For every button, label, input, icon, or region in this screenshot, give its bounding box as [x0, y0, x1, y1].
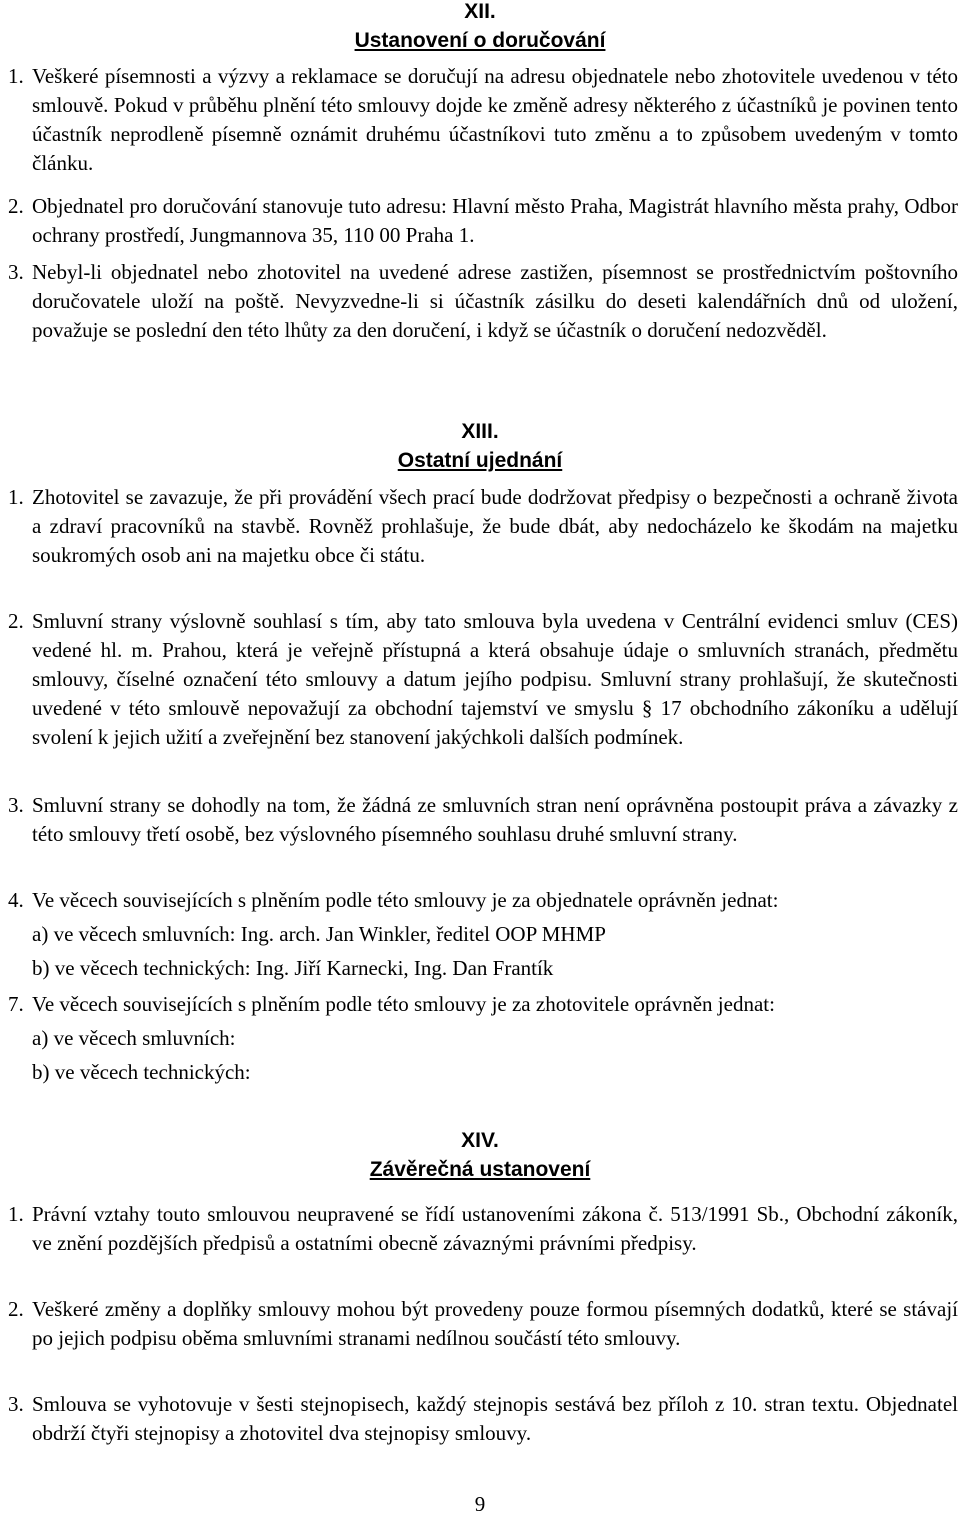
objednatel-technical-contact: b) ve věcech technických: Ing. Jiří Karnecki, Ing. Dan Frantík	[32, 956, 554, 980]
item-text: Smluvní strany se dohodly na tom, že žádná ze smluvních stran není oprávněna postoupit práva a závazky z této smlouvy třetí osobě, bez výslovného písemného souhlasu druhé smluvní strany.	[32, 793, 958, 846]
item-text: Nebyl-li objednatel nebo zhotovitel na uvedené adrese zastižen, písemnost se prostřednictvím poštovního doručovatele uloží na poště. Nevyzvedne-li si účastník zásilku do deseti kalendářních dnů od uložení, považuje se poslední den této lhůty za den doručení, i když se účastník o doručení nedozvěděl.	[32, 260, 958, 342]
item-label: 1.	[8, 1202, 24, 1226]
section-13-heading	[0, 417, 960, 475]
section-14-item-1	[8, 1200, 958, 1258]
section-14-title: Závěrečná ustanovení	[369, 1158, 591, 1181]
objednatel-contract-contact: a) ve věcech smluvních: Ing. arch. Jan Winkler, ředitel OOP MHMP	[32, 922, 606, 946]
item-text: Ve věcech souvisejících s plněním podle této smlouvy je za objednatele oprávněn jednat:	[32, 888, 779, 912]
section-12-item-2	[8, 192, 958, 250]
section-13-item-2	[8, 607, 958, 752]
section-12-number: XII.	[464, 0, 496, 23]
item-label: 3.	[8, 1392, 24, 1416]
item-text: Zhotovitel se zavazuje, že při provádění všech prací bude dodržovat předpisy o bezpečnosti a ochraně života a zdraví pracovníků na stavbě. Rovněž prohlašuje, že bude dbát, aby nedocházelo ke škodám na majetku soukromých osob ani na majetku obce či státu.	[32, 485, 958, 567]
section-13-number: XIII.	[461, 420, 499, 443]
item-text: Smlouva se vyhotovuje v šesti stejnopisech, každý stejnopis sestává bez příloh z 10. stran textu. Objednatel obdrží čtyři stejnopisy a zhotovitel dva stejnopisy smlouvy.	[32, 1392, 958, 1445]
item-text: Objednatel pro doručování stanovuje tuto adresu: Hlavní město Praha, Magistrát hlavního města prahy, Odbor ochrany prostředí, Jungmannova 35, 110 00 Praha 1.	[32, 194, 958, 247]
item-label: 1.	[8, 485, 24, 509]
item-label: 3.	[8, 260, 24, 284]
zhotovitel-contract-contact: a) ve věcech smluvních:	[32, 1026, 236, 1050]
section-14-item-3	[8, 1390, 958, 1448]
item-label: 2.	[8, 1297, 24, 1321]
item-label: 2.	[8, 194, 24, 218]
section-12-title: Ustanovení o doručování	[354, 29, 606, 52]
item-text: Právní vztahy touto smlouvou neupravené se řídí ustanoveními zákona č. 513/1991 Sb., Obchodní zákoník, ve znění pozdějších předpisů a ostatními obecně závaznými právními předpisy.	[32, 1202, 958, 1255]
item-label: 3.	[8, 793, 24, 817]
section-14-heading	[0, 1126, 960, 1184]
section-14-number: XIV.	[461, 1129, 499, 1152]
section-12-heading	[0, 0, 960, 55]
section-12-item-1	[8, 62, 958, 178]
page-number: 9	[474, 1492, 486, 1516]
item-label: 4.	[8, 888, 24, 912]
section-13-item-1	[8, 483, 958, 570]
section-14-item-2	[8, 1295, 958, 1353]
section-12-item-3	[8, 258, 958, 345]
item-text: Ve věcech souvisejících s plněním podle této smlouvy je za zhotovitele oprávněn jednat:	[32, 992, 775, 1016]
item-label: 7.	[8, 992, 24, 1016]
section-13-item-4	[8, 886, 958, 915]
item-text: Veškeré písemnosti a výzvy a reklamace se doručují na adresu objednatele nebo zhotovitele uvedenou v této smlouvě. Pokud v průběhu plnění této smlouvy dojde ke změně adresy některého z účastníků je povinen tento účastník neprodleně písemně oznámit druhému účastníkovi tuto změnu a to způsobem uvedeným v tomto článku.	[32, 64, 958, 175]
item-label: 1.	[8, 64, 24, 88]
section-13-title: Ostatní ujednání	[397, 449, 563, 472]
section-13-item-7	[8, 990, 958, 1019]
item-text: Veškeré změny a doplňky smlouvy mohou být provedeny pouze formou písemných dodatků, které se stávají po jejich podpisu oběma smluvními stranami nedílnou součástí této smlouvy.	[32, 1297, 958, 1350]
item-text: Smluvní strany výslovně souhlasí s tím, aby tato smlouva byla uvedena v Centrální evidenci smluv (CES) vedené hl. m. Prahou, která je veřejně přístupná a která obsahuje údaje o smluvních stranách, předmětu smlouvy, číselné označení této smlouvy a datum jejího podpisu. Smluvní strany prohlašují, že skutečnosti uvedené v této smlouvě nepovažují za obchodní tajemství ve smyslu § 17 obchodního zákoníku a udělují svolení k jejich užití a zveřejnění bez stanovení jakýchkoli dalších podmínek.	[32, 609, 958, 749]
item-label: 2.	[8, 609, 24, 633]
section-13-item-3	[8, 791, 958, 849]
zhotovitel-technical-contact: b) ve věcech technických:	[32, 1060, 251, 1084]
